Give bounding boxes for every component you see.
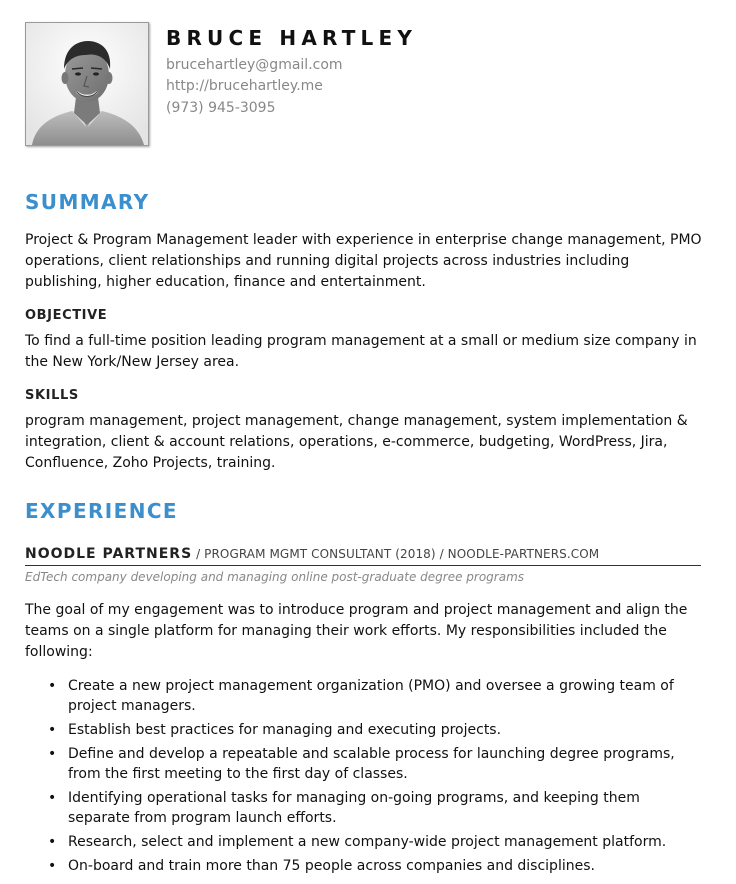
list-item-text: Research, select and implement a new company-wide project management platform. <box>68 834 667 850</box>
website-link[interactable]: http://brucehartley.me <box>166 78 323 94</box>
list-item-text: Establish best practices for managing and executing projects. <box>68 722 502 738</box>
list-item-text: Define and develop a repeatable and scalable process for launching degree programs, from the first meeting to the first day of classes. <box>68 746 675 782</box>
candidate-name: BRUCE HARTLEY <box>166 26 418 50</box>
job-role-meta: / PROGRAM MGMT CONSULTANT (2018) / NOODLE-PARTNERS.COM <box>192 547 600 561</box>
list-item <box>25 676 705 716</box>
list-item <box>25 788 705 828</box>
profile-photo <box>25 22 149 146</box>
experience-heading: EXPERIENCE <box>25 499 178 523</box>
bullet-icon: • <box>48 858 57 874</box>
list-item <box>25 856 705 876</box>
skills-heading: SKILLS <box>25 388 79 403</box>
bullet-icon: • <box>48 746 57 762</box>
profile-photo-image <box>26 23 148 145</box>
objective-heading: OBJECTIVE <box>25 308 108 323</box>
summary-heading: SUMMARY <box>25 190 150 214</box>
list-item-text: Identifying operational tasks for managing on-going programs, and keeping them separate from program launch efforts. <box>68 790 640 826</box>
skills-text: program management, project management, change management, system implementation & integration, client & account relations, operations, e-commerce, budgeting, WordPress, Jira, Confluence, Zoho Projects, training. <box>25 413 688 471</box>
responsibility-list <box>25 676 705 880</box>
email-address[interactable]: brucehartley@gmail.com <box>166 57 343 73</box>
list-item <box>25 832 705 852</box>
objective-text: To find a full-time position leading program management at a small or medium size company in the New York/New Jersey area. <box>25 333 697 370</box>
bullet-icon: • <box>48 790 57 806</box>
bullet-icon: • <box>48 722 57 738</box>
phone-number: (973) 945-3095 <box>166 100 276 116</box>
list-item <box>25 744 705 784</box>
list-item-text: Create a new project management organization (PMO) and oversee a growing team of project managers. <box>68 678 674 714</box>
company-description: EdTech company developing and managing online post-graduate degree programs <box>25 570 525 584</box>
job-title-line <box>25 543 701 566</box>
bullet-icon: • <box>48 678 57 694</box>
job-intro-text: The goal of my engagement was to introduce program and project management and align the teams on a single platform for managing their work efforts. My responsibilities included the following: <box>25 602 688 660</box>
bullet-icon: • <box>48 834 57 850</box>
summary-text: Project & Program Management leader with experience in enterprise change management, PMO operations, client relationships and running digital projects across industries including publishing, higher education, finance and entertainment. <box>25 232 702 290</box>
list-item-text: On-board and train more than 75 people across companies and disciplines. <box>68 858 595 874</box>
list-item <box>25 720 705 740</box>
company-name: NOODLE PARTNERS <box>25 546 193 562</box>
